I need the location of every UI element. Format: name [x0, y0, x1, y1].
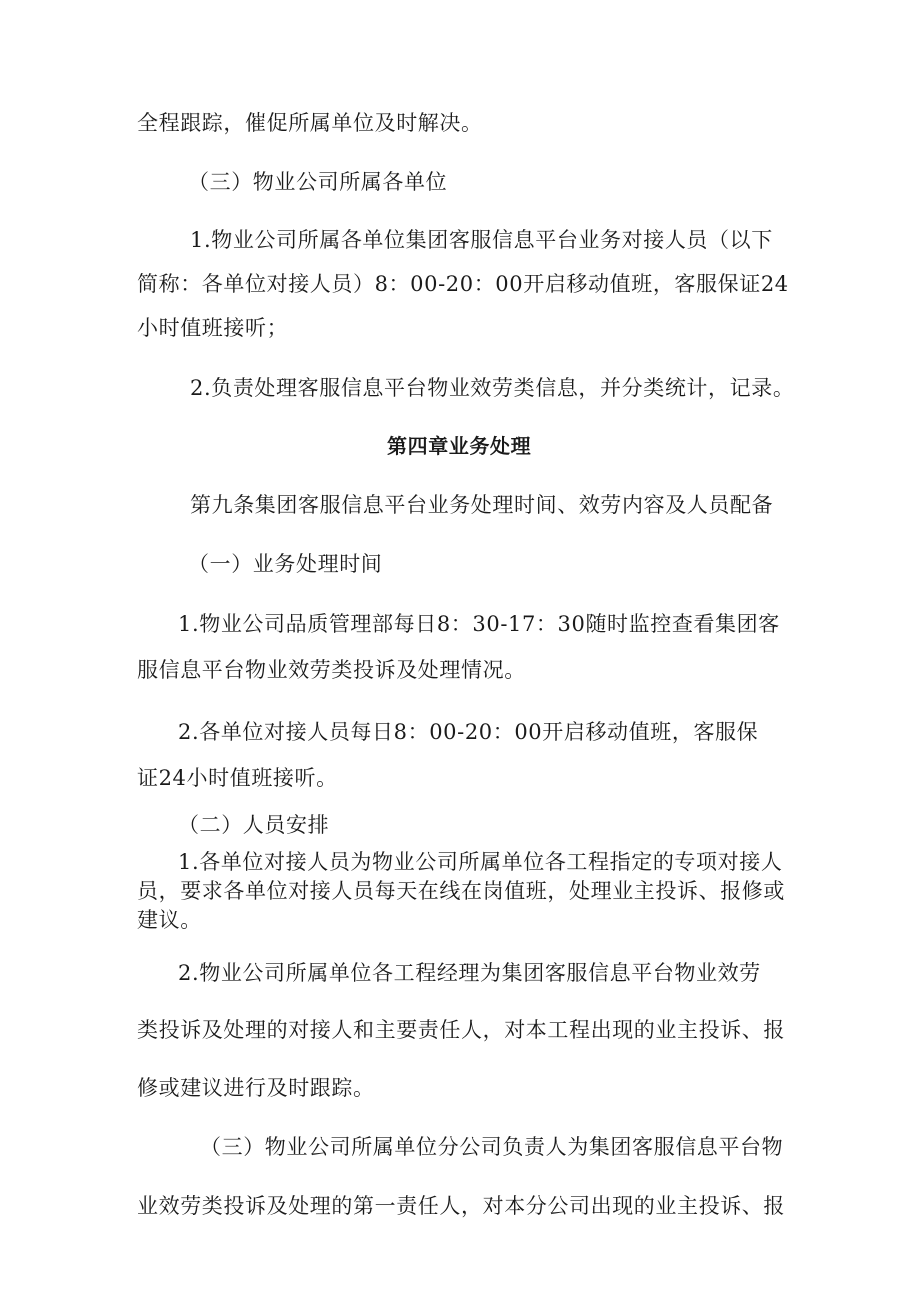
paragraph-line: 2.负责处理客服信息平台物业效劳类信息，并分类统计，记录。: [190, 376, 795, 400]
paragraph-line: 简称：各单位对接人员）8：00-20：00开启移动值班，客服保证24: [137, 272, 789, 296]
paragraph-line: （三）物业公司所属单位分公司负责人为集团客服信息平台物: [200, 1135, 784, 1159]
paragraph-line: 员，要求各单位对接人员每天在线在岗值班，处理业主投诉、报修或: [137, 879, 785, 903]
paragraph-line: 类投诉及处理的对接人和主要责任人，对本工程出现的业主投诉、报: [137, 1018, 785, 1042]
section-subheading: （二）人员安排: [178, 813, 330, 837]
paragraph-line: 1.物业公司所属各单位集团客服信息平台业务对接人员（以下: [190, 228, 773, 252]
paragraph-line: 修或建议进行及时跟踪。: [137, 1076, 375, 1100]
paragraph-line: 2.物业公司所属单位各工程经理为集团客服信息平台物业效劳: [178, 961, 761, 985]
section-subheading: （一）业务处理时间: [188, 552, 383, 576]
paragraph-line: 服信息平台物业效劳类投诉及处理情况。: [137, 658, 526, 682]
paragraph-line: 1.物业公司品质管理部每日8：30-17：30随时监控查看集团客: [178, 612, 780, 636]
paragraph-line: 建议。: [137, 908, 202, 932]
paragraph-line: 小时值班接听；: [137, 316, 289, 340]
paragraph-line: 1.各单位对接人员为物业公司所属单位各工程指定的专项对接人: [178, 850, 783, 874]
chapter-title: 第四章业务处理: [387, 434, 532, 458]
paragraph-line: 全程跟踪，催促所属单位及时解决。: [137, 111, 483, 135]
paragraph-line: 2.各单位对接人员每日8：00-20：00开启移动值班，客服保: [178, 720, 759, 744]
article-title: 第九条集团客服信息平台业务处理时间、效劳内容及人员配备: [190, 493, 774, 517]
section-subheading: （三）物业公司所属各单位: [188, 170, 448, 194]
paragraph-line: 业效劳类投诉及处理的第一责任人，对本分公司出现的业主投诉、报: [137, 1194, 785, 1218]
paragraph-line: 证24小时值班接听。: [137, 766, 338, 790]
